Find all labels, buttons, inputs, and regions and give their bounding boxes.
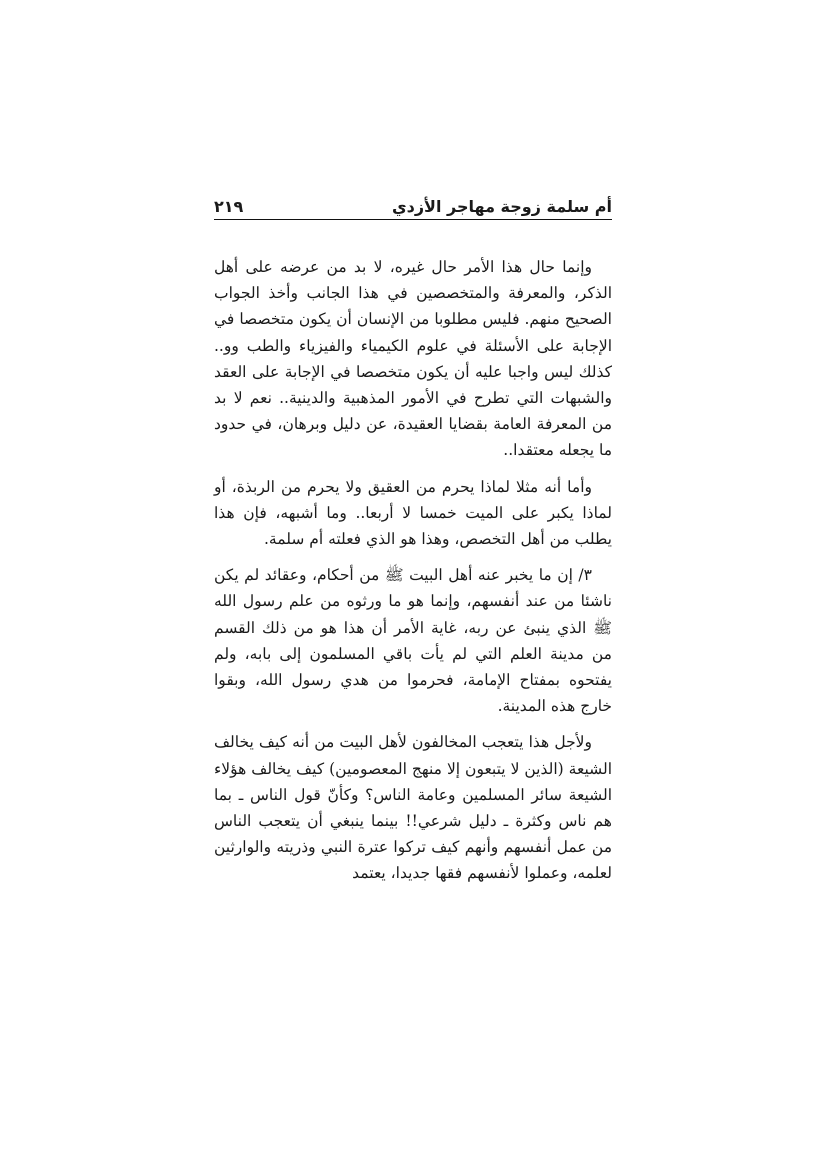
- page-number: ٢١٩: [214, 197, 244, 216]
- running-title: أم سلمة زوجة مهاجر الأزدي: [391, 197, 612, 216]
- paragraph: ٣/ إن ما يخبر عنه أهل البيت ﷺ من أحكام، وعقائد لم يكن ناشئا من عند أنفسهم، وإنما هو ما ورثوه من علم رسول الله ﷺ الذي ينبئ عن ربه، غاية الأمر أن هذا هو من ذلك القسم من مدينة العلم التي لم يأت باقي المسلمون إلى بابه، ولم يفتحوه بمفتاح الإمامة، فحرموا من هدي رسول الله، وبقوا خارج هذه المدينة.: [214, 566, 612, 716]
- paragraph: وأما أنه مثلا لماذا يحرم من العقيق ولا يحرم من الربذة، أو لماذا يكبر على الميت خمسا لا أربعا.. وما أشبهه، فإن هذا يطلب من أهل التخصص، وهذا هو الذي فعلته أم سلمة.: [214, 477, 612, 549]
- header-rule: [214, 219, 612, 220]
- page-header: [214, 188, 612, 216]
- body-text: [214, 254, 612, 897]
- paragraph: ولأجل هذا يتعجب المخالفون لأهل البيت من أنه كيف يخالف الشيعة (الذين لا يتبعون إلا منهج المعصومين) كيف يخالف هؤلاء الشيعة سائر المسلمين وعامة الناس؟ وكأنّ قول الناس ـ بما هم ناس وكثرة ـ دليل شرعي!! بينما ينبغي أن يتعجب الناس من عمل أنفسهم وأنهم كيف تركوا عترة النبي وذريته والوارثين لعلمه، وعملوا لأنفسهم فقها جديدا، يعتمد: [214, 733, 612, 883]
- paragraph: وإنما حال هذا الأمر حال غيره، لا بد من عرضه على أهل الذكر، والمعرفة والمتخصصين في هذا الجانب وأخذ الجواب الصحيح منهم. فليس مطلوبا من الإنسان أن يكون متخصصا في الإجابة على الأسئلة في علوم الكيمياء والفيزياء والطب وو.. كذلك ليس واجبا عليه أن يكون متخصصا في الإجابة على العقد والشبهات التي تطرح في الأمور المذهبية والدينية.. نعم لا بد من المعرفة العامة بقضايا العقيدة، عن دليل وبرهان، في حدود ما يجعله معتقدا..: [214, 258, 612, 460]
